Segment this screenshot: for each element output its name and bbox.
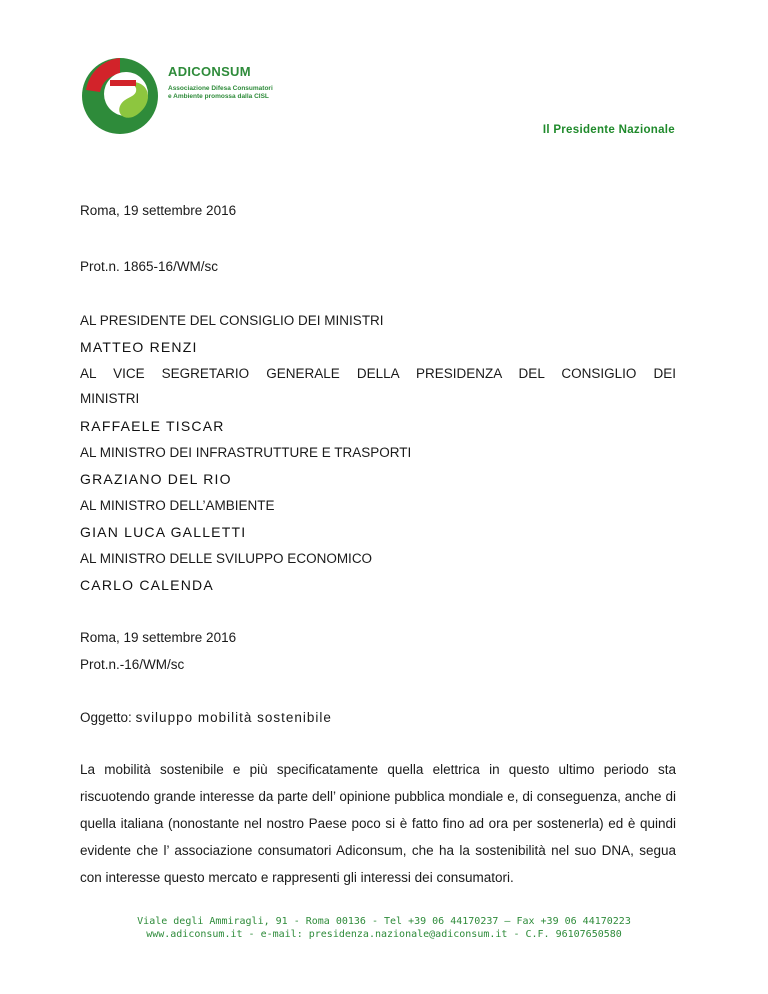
- footer-address: Viale degli Ammiragli, 91 - Roma 00136 - Tel +39 06 44170237 – Fax +39 06 44170223: [137, 916, 631, 927]
- footer-contacts: www.adiconsum.it - e-mail: presidenza.nazionale@adiconsum.it - C.F. 96107650580: [146, 929, 622, 940]
- protocol-number: Prot.n. 1865-16/WM/sc: [80, 259, 219, 274]
- recipient-name: GRAZIANO DEL RIO: [80, 471, 232, 487]
- adiconsum-logo: [80, 52, 280, 142]
- recipient-name: MATTEO RENZI: [80, 339, 198, 355]
- recipient-title: AL VICE SEGRETARIO GENERALE DELLA PRESIDENZA DEL CONSIGLIO DEI: [80, 366, 676, 381]
- letter-date-repeat: Roma, 19 settembre 2016: [80, 630, 237, 645]
- recipient-title: AL MINISTRO DELL’AMBIENTE: [80, 498, 275, 513]
- recipient-name: GIAN LUCA GALLETTI: [80, 524, 247, 540]
- recipient-name: CARLO CALENDA: [80, 577, 214, 593]
- recipient-title: AL MINISTRO DEI INFRASTRUTTURE E TRASPORTI: [80, 445, 412, 460]
- subject-value: sviluppo mobilità sostenibile: [135, 710, 332, 725]
- protocol-number-repeat: Prot.n.-16/WM/sc: [80, 657, 185, 672]
- president-title: Il Presidente Nazionale: [542, 124, 675, 136]
- logo-emblem-icon: [80, 52, 166, 138]
- recipient-name: RAFFAELE TISCAR: [80, 418, 225, 434]
- recipient-title-cont: MINISTRI: [80, 391, 140, 406]
- subject-label: Oggetto:: [80, 710, 132, 725]
- subject-line: [80, 710, 332, 725]
- recipient-title: AL PRESIDENTE DEL CONSIGLIO DEI MINISTRI: [80, 313, 384, 328]
- brand-name: ADICONSUM: [168, 64, 251, 79]
- recipient-title: AL MINISTRO DELLE SVILUPPO ECONOMICO: [80, 551, 373, 566]
- letter-date: Roma, 19 settembre 2016: [80, 203, 237, 218]
- body-paragraph: La mobilità sostenibile e più specificatamente quella elettrica in questo ultimo periodo sta riscuotendo grande interesse da parte dell’ opinione pubblica mondiale e, di conseguenza, anche di quella italiana (nonostante nel nostro Paese poco si è fatto fino ad ora per sostenerla) ed è quindi evidente che l’ associazione consumatori Adiconsum, che ha la sostenibilità nel suo DNA, segua con interesse questo mercato e rappresenti gli interessi dei consumatori.: [80, 762, 676, 885]
- brand-subtitle: Associazione Difesa Consumatori e Ambiente promossa dalla CISL: [168, 85, 273, 100]
